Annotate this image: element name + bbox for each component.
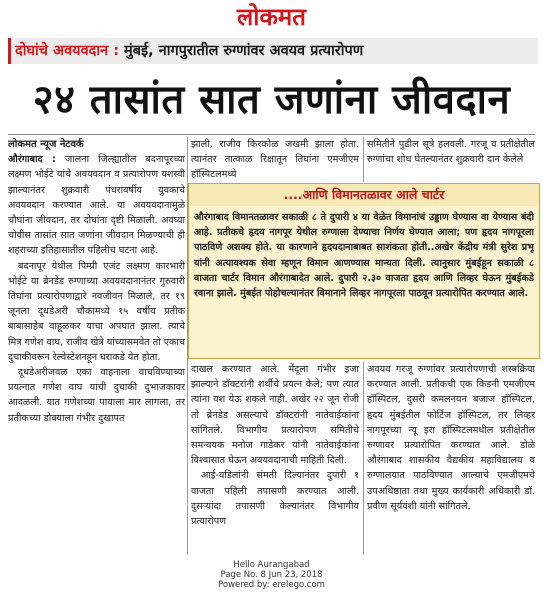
article-column-2-bottom [191, 362, 359, 555]
dateline: औरंगाबाद : [8, 154, 66, 166]
lead-text: जालना जिल्ह्यातील बदनापूरच्या लक्ष्मण भोईटे यांचे अवयवदान व प्रत्यारोपण यशस्वी झाल्यानंतर शुक्रवारी पंधरावर्षीय युवकाचे अवयवदान करण्यात आले. या अवयवदानामुळे चौघांना जीवदान, तर दोघांना दृष्टी मिळाली. अवघ्या चोवीस तासांत सात जणांना जीवदान मिळण्याची ही शहराच्या इतिहासातील पहिलीच घटना आहे. [8, 154, 185, 257]
page-info: Page No. 8 Jun 23, 2018 [220, 570, 323, 580]
kicker-text: मुंबई, नागपुरातील रुग्णांवर अवयव प्रत्यारोपण [119, 43, 364, 59]
edition-name: Hello Aurangabad [233, 560, 310, 570]
paragraph: बदनापूर येथील पिम्प्री एजंट लक्ष्मण कारभारी भोईटे या ब्रेनडेड रुग्णाच्या अवयवदानानंतर गुरुवारी तिघांना प्रत्यारोपणाद्वारे नवजीवन मिळाले, तर १९ जूनला दूधडेअरी चौकामध्ये १५ वर्षीय प्रतीक बाबासाहेब वाहूळकर याचा अपघात झाला. त्याचे मित्र गणेश वाघ, राजीव खेत्रे यांच्यासमवेत तो एकाच दुचाकीवरून रेल्वेस्टेशनहून घराकडे येत होता. [8, 260, 185, 363]
box-heading: ....आणि विमानतळावर आले चार्टर [188, 183, 540, 207]
kicker-label: दोघांचे अवयवदान : [15, 43, 119, 59]
column-divider [363, 362, 364, 555]
headline-divider [8, 134, 535, 135]
headline: २४ तासांत सात जणांना जीवदान [32, 77, 511, 123]
article-column-2-top [191, 137, 359, 182]
paragraph: समितीने पुढील सूत्रे हलवली. गरजू व प्रतीक्षेतील रुग्णांचा शोध घेतल्यानंतर शुक्रवारी दान केलेले [367, 139, 535, 166]
paragraph: दाखल करण्यात आले. मेंदूला गंभीर इजा झाल्याने डॉक्टरांनी शर्थीचे प्रयत्न केले; पण त्यात त्यांना यश येऊ शकले नाही. अखेर २२ जून रोजी तो ब्रेनडेड असल्याचे डॉक्टरांनी नातेवाईकांना सांगितले. विभागीय प्रत्यारोपण समितीचे समन्वयक मनोज गाडेकर यांनी नातेवाईकांना विश्वासात घेऊन अवयवदानाची माहिती दिली. [191, 364, 359, 467]
box-text: औरंगाबाद विमानतळावर सकाळी ८ ते दुपारी ४ या वेळेत विमानांचं उड्डाण घेण्यास वा येण्यास बंदी आहे. प्रतीकचे हृदय नागपूर येथील रुग्णाला देण्याचा निर्णय घेण्यात आला; पण हृदय नागपूरला पाठविणे अशक्य होते. या कारणाने हृदयदानाबाबत साशंकता होती..अखेर केंद्रीय मंत्री सुरेश प्रभू यांनी अत्यावश्यक सेवा म्हणून विमान आणण्यास मान्यता दिली. त्यानुसार मुंबईहून सकाळी ८ वाजता चार्टर विमान औरंगाबादेत आले. दुपारी २.३० वाजता हृदय आणि लिव्हर घेऊन मुंबईकडे रवाना झाले. मुंबईत पोहोचल्यानंतर विमानाने लिव्हर नागपूरला पाठवून प्रत्यारोपित करण्यात आले. [194, 212, 534, 300]
article-column-1 [8, 137, 185, 555]
powered-by: Powered by: erelego.com [218, 580, 325, 590]
paragraph: झाली, राजीव किरकोळ जखमी झाला होता. त्यानंतर तात्काळ रिक्षातून तिघांना एमजीएम हॉस्पिटलमध्ये [191, 139, 359, 181]
article-column-3-bottom [367, 362, 535, 555]
article-column-3-top [367, 137, 535, 182]
paragraph: दूधडेअरीजवळ एका वाहनाला वाचविण्याच्या प्रयत्नात गणेश वाघ याची दुचाकी दुभाजकावर आदळली. यात गणेशच्या पायाला मार लागला, तर प्रतीकच्या डोक्याला गंभीर दुखापत [8, 367, 185, 424]
masthead [0, 0, 543, 36]
lead-paragraph [8, 152, 185, 258]
column-divider [363, 137, 364, 182]
byline: लोकमत न्यूज नेटवर्क [8, 139, 84, 150]
footer [0, 560, 543, 600]
paragraph: अवयव गरजू रुग्णांवर प्रत्यारोपणाची शस्त्रक्रिया करण्यात आली. प्रतीकची एक किडनी एमजीएम हॉस्पिटल, दुसरी कमलनयन बजाज हॉस्पिटल, हृदय मुंबईतील फोर्टिज हॉस्पिटल, तर लिव्हर नागपूरच्या न्यू इरा हॉस्पिटलमधील प्रतीक्षेतील रुग्णावर प्रत्यारोपित करण्यात आले. डोळे औरंगाबाद शासकीय वैद्यकीय महाविद्यालय व रुग्णालयात पाठविण्यात आल्याचे एमजीएमचे उपअधिष्ठाता तथा मुख्य कार्यकारी अधिकारी डॉ. प्रवीण सूर्यवंशी यांनी सांगितले. [367, 364, 535, 512]
kicker-bar [8, 38, 538, 64]
lokmat-logo: लोकमत [237, 3, 306, 31]
paragraph: आई-वडिलांनी संमती दिल्यानंतर दुपारी १ वाजता पहिली तपासणी करण्यात आली. दुसऱ्यांदा तपासणी केल्यानंतर विभागीय प्रत्यारोपण [191, 470, 359, 528]
